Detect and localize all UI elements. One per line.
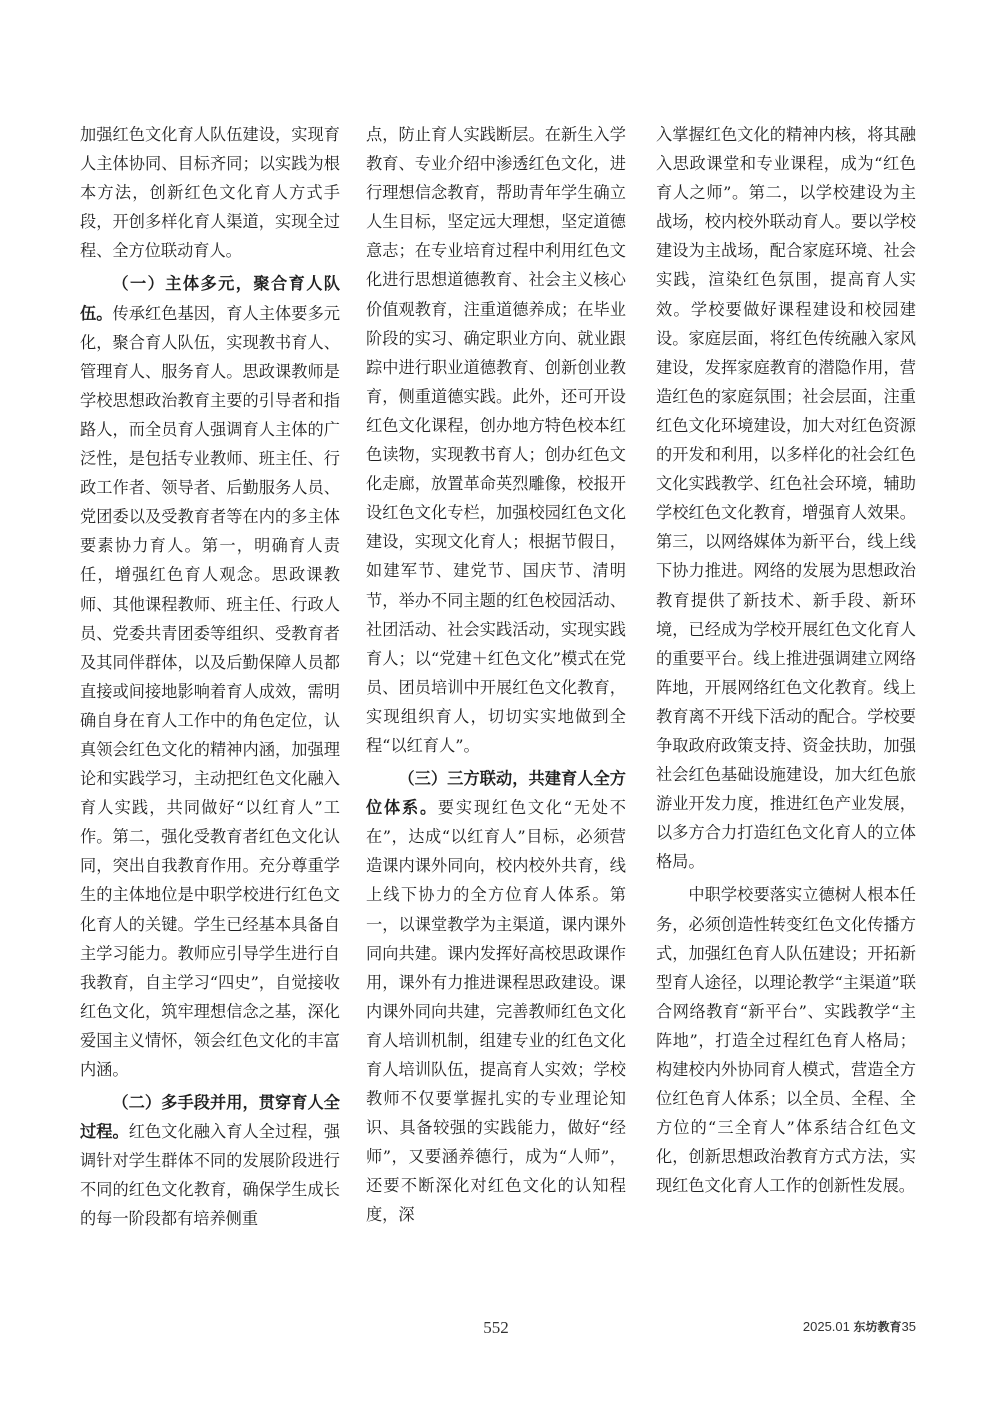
section-heading: （三）三方联动，共建育人全方位体系。 [366,769,626,818]
paragraph: 中职学校要落实立德树人根本任务，必须创造性转变红色文化传播方式，加强红色育人队伍建设；开拓新型育人途径，以理论教学“主渠道”联合网络教育“新平台”、实践教学“主阵地”，打造全过程红色育人格局；构建校内外协同育人模式，营造全方位红色育人体系；以全员、全程、全方位的“三全育人”体系结合红色文化，创新思想政治教育方式方法，实现红色文化育人工作的创新性发展。 [656,885,916,1196]
paragraph: （三）三方联动，共建育人全方位体系。要实现红色文化“无处不在”，达成“以红育人”目标，必须营造课内课外同向，校内校外共育，线上线下协力的全方位育人体系。第一，以课堂教学为主渠道，课内课外同向共建。课内发挥好高校思政课作用，课外有力推进课程思政建设。课内课外同向共建，完善教师红色文化育人培训机制，组建专业的红色文化育人培训队伍，提高育人实效；学校教师不仅要掌握扎实的专业理论知识、具备较强的实践能力，做好“经师”，又要涵养德行，成为“人师”，还要不断深化对红色文化的认知程度，深 [366,769,626,1225]
journal-name: 东坊教育 [853,1320,902,1334]
paragraph: （一）主体多元，聚合育人队伍。传承红色基因，育人主体要多元化，聚合育人队伍，实现教书育人、管理育人、服务育人。思政课教师是学校思想政治教育主要的引导者和指路人，而全员育人强调育人主体的广泛性，是包括专业教师、班主任、行政工作者、领导者、后勤服务人员、党团委以及受教育者等在内的多主体要素协力育人。第一，明确育人责任，增强红色育人观念。思政课教师、其他课程教师、班主任、行政人员、党委共青团委等组织、受教育者及其同伴群体，以及后勤保障人员都直接或间接地影响着育人成效，需明确自身在育人工作中的角色定位，认真领会红色文化的精神内涵，加强理论和实践学习，主动把红色文化融入育人实践，共同做好“以红育人”工作。第二，强化受教育者红色文化认同，突出自我教育作用。充分尊重学生的主体地位是中职学校进行红色文化育人的关键。学生已经基本具备自主学习能力。教师应引导学生进行自我教育，自主学习“四史”，自觉接收红色文化，筑牢理想信念之基，深化爱国主义情怀，领会红色文化的丰富内涵。 [80,274,341,1079]
paragraph: 入掌握红色文化的精神内核，将其融入思政课堂和专业课程，成为“红色育人之师”。第二，以学校建设为主战场，校内校外联动育人。要以学校建设为主战场，配合家庭环境、社会实践，渲染红色氛围，提高育人实效。学校要做好课程建设和校园建设。家庭层面，将红色传统融入家风建设，发挥家庭教育的潜隐作用，营造红色的家庭氛围；社会层面，注重红色文化环境建设，加大对红色资源的开发和利用，以多样化的社会红色文化实践教学、红色社会环境，辅助学校红色文化教育，增强育人效果。第三，以网络媒体为新平台，线上线下协力推进。网络的发展为思想政治教育提供了新技术、新手段、新环境，已经成为学校开展红色文化育人的重要平台。线上推进强调建立网络阵地，开展网络红色文化教育。线上教育离不开线下活动的配合。学校要争取政府政策支持、资金扶助，加强社会红色基础设施建设，加大红色旅游业开发力度，推进红色产业发展，以多方合力打造红色文化育人的立体格局。 [656,125,916,872]
paragraph: （二）多手段并用，贯穿育人全过程。红色文化融入育人全过程，强调针对学生群体不同的发展阶段进行不同的红色文化教育，确保学生成长的每一阶段都有培养侧重 [80,1093,341,1229]
journal-page: 35 [901,1319,916,1334]
paragraph: 加强红色文化育人队伍建设，实现育人主体协同、目标齐同；以实践为根本方法，创新红色文化育人方式手段，开创多样化育人渠道，实现全过程、全方位联动育人。 [80,125,340,261]
paragraph: 点，防止育人实践断层。在新生入学教育、专业介绍中渗透红色文化，进行理想信念教育，帮助青年学生确立人生目标，坚定远大理想，坚定道德意志；在专业培育过程中利用红色文化进行思想道德教育、社会主义核心价值观教育，注重道德养成；在毕业阶段的实习、确定职业方向、就业跟踪中进行职业道德教育、创新创业教育，侧重道德实践。此外，还可开设红色文化课程，创办地方特色校本红色读物，实现教书育人；创办红色文化走廊，放置革命英烈雕像，校报开设红色文化专栏，加强校园红色文化建设，实现文化育人；根据节假日，如建军节、建党节、国庆节、清明节，举办不同主题的红色校园活动、社团活动、社会实践活动，实现实践育人；以“党建＋红色文化”模式在党员、团员培训中开展红色文化教育，实现组织育人，切切实实地做到全程“以红育人”。 [366,125,626,755]
text-column-1 [80,120,340,1234]
text-column-2 [366,120,626,1230]
issue-date: 2025.01 [802,1319,850,1334]
section-heading: （二）多手段并用，贯穿育人全过程。 [80,1093,340,1142]
text-column-3 [656,120,916,1200]
section-heading: （一）主体多元，聚合育人队伍。 [80,274,340,323]
journal-footer [803,1318,916,1335]
page-number: 552 [483,1318,509,1337]
